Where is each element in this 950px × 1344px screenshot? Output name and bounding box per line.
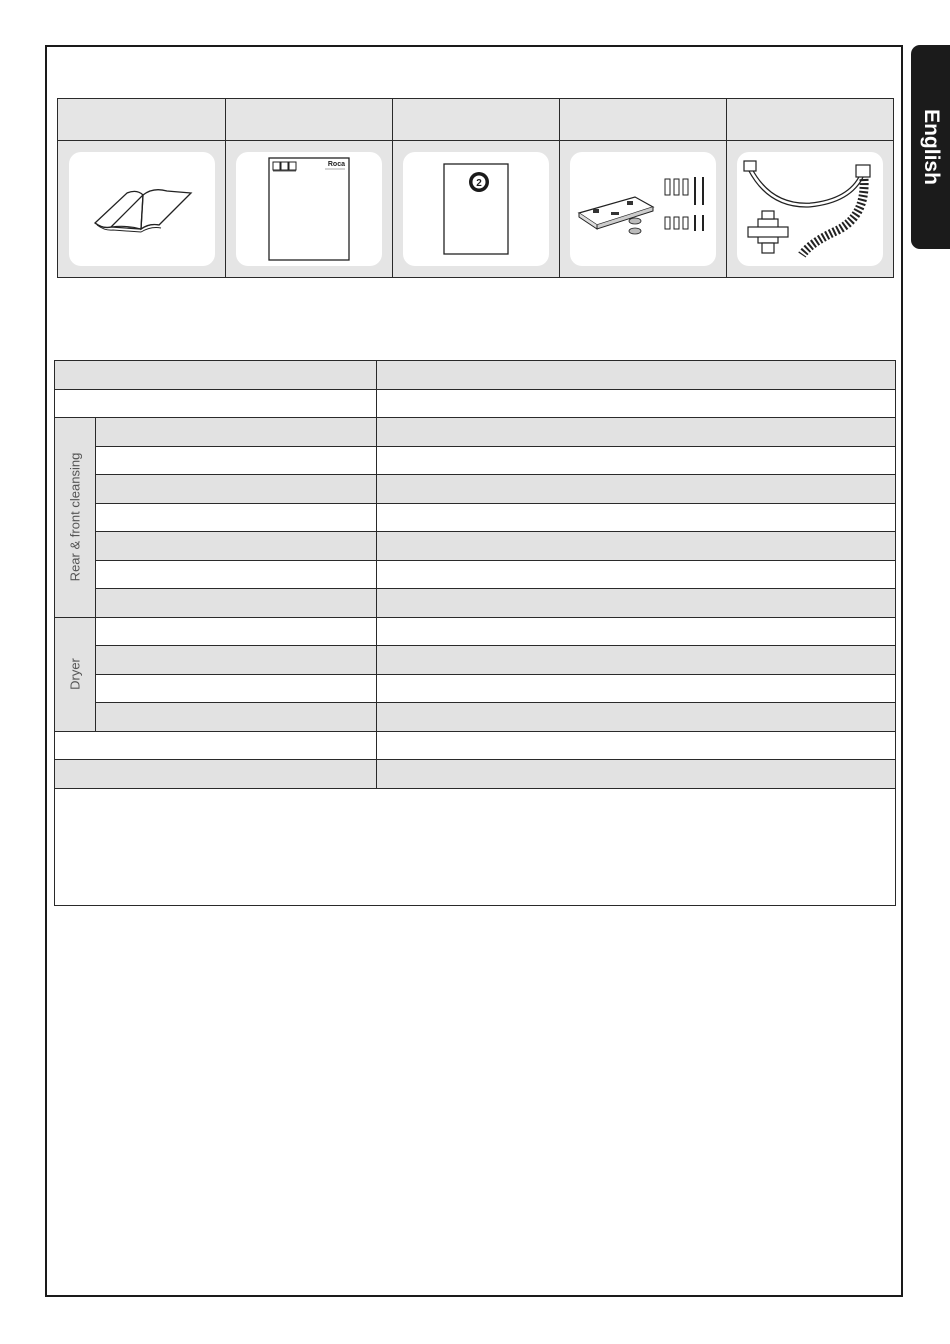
accessory-header [393,99,559,141]
open-book-icon [87,179,197,239]
accessory-header [560,99,726,141]
table-row [55,617,896,646]
accessory-card [403,152,549,266]
accessory-card [236,152,382,266]
accessory-card [69,152,215,266]
warranty-card-icon [442,162,510,256]
table-row [55,446,896,475]
accessory-column [225,99,392,277]
table-row [55,646,896,675]
specifications-table [54,360,896,789]
table-row [55,589,896,618]
dryer-group-cell [55,617,96,731]
hoses-and-valve-icon [740,157,880,261]
table-row [55,475,896,504]
dryer-group-label: Dryer [67,658,83,690]
accessory-header [58,99,225,141]
accessory-column [726,99,893,277]
table-row [55,731,896,760]
table-row [55,674,896,703]
brand-logo: Roca [327,161,345,168]
warranty-badge: 2 [476,178,482,189]
accessories-table [57,98,894,278]
table-row [55,503,896,532]
accessory-card [570,152,716,266]
accessory-column [559,99,726,277]
language-tab-label: English [919,109,943,185]
table-row [55,760,896,789]
table-row [55,560,896,589]
cleansing-group-cell [55,418,96,618]
accessory-header [226,99,392,141]
cleansing-group-label: Rear & front cleansing [67,452,83,582]
table-row [55,532,896,561]
language-tab[interactable] [911,45,950,249]
table-row [55,418,896,447]
table-row [55,703,896,732]
accessory-card [737,152,883,266]
table-row [55,389,896,418]
accessory-header [727,99,893,141]
accessory-column [58,99,225,277]
table-row [55,361,896,390]
accessory-column [392,99,559,277]
notes-box [54,789,896,906]
mounting-plate-and-screws-icon [573,169,713,249]
quick-guide-sheet-icon [267,156,351,262]
